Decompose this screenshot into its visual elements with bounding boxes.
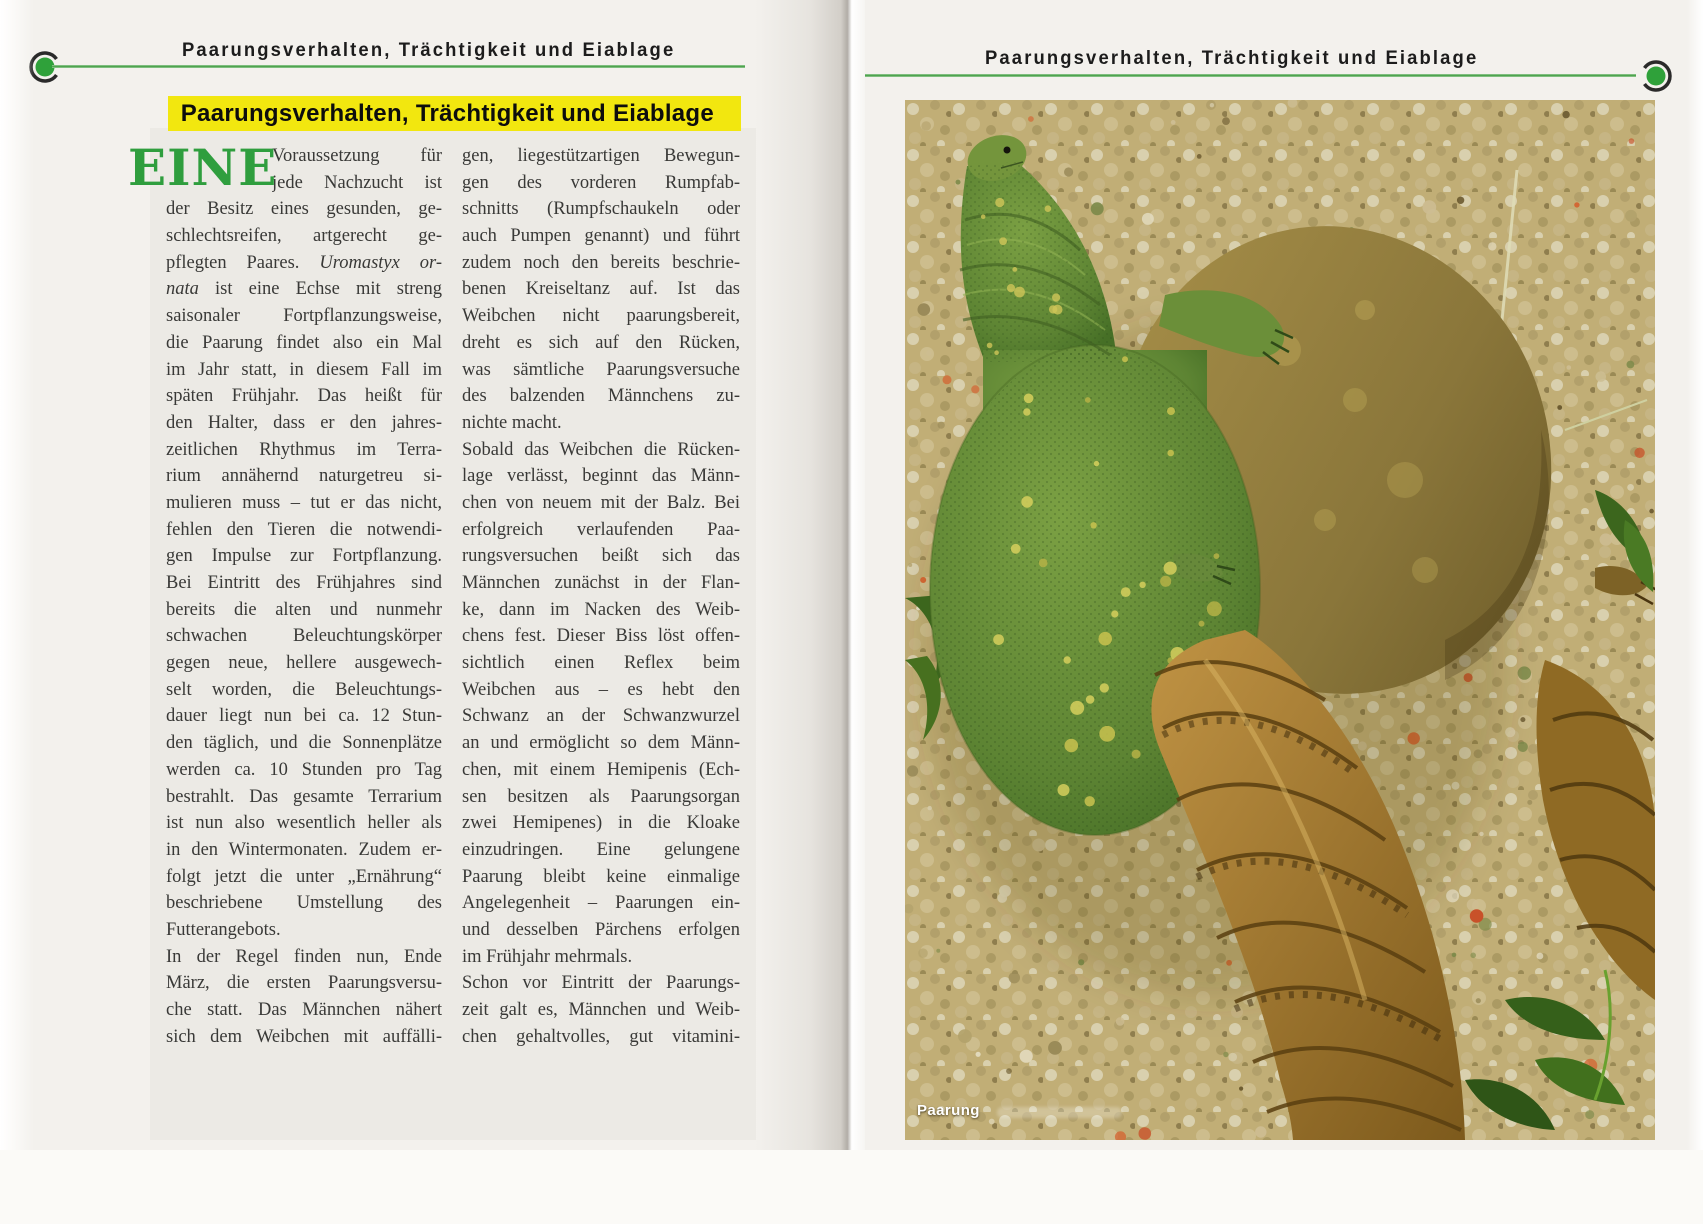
text-line: was sämtliche Paarungsversuche bbox=[462, 359, 740, 380]
photo-illustration bbox=[905, 100, 1655, 1140]
paper-margin-bottom bbox=[0, 1150, 1703, 1224]
text-line: ist nun also wesentlich heller als bbox=[166, 813, 442, 834]
text-line: pflegten Paares. Uromastyx or- bbox=[166, 252, 442, 273]
paper-edge-left bbox=[0, 0, 34, 1224]
text-line: chens fest. Dieser Biss löst offen- bbox=[462, 626, 740, 647]
text-line: schlechtsreifen, artgerecht ge- bbox=[166, 226, 442, 247]
text-line: der Besitz eines gesunden, ge- bbox=[166, 199, 442, 220]
text-line: Sobald das Weibchen die Rücken- bbox=[462, 439, 740, 460]
text-line: rium annähernd naturgetreu si- bbox=[166, 466, 442, 487]
text-line: Angelegenheit – Paarungen ein- bbox=[462, 893, 740, 914]
text-line: zudem noch den bereits beschrie- bbox=[462, 252, 740, 273]
text-line: chen gehaltvolles, gut vitamini- bbox=[462, 1026, 740, 1047]
text-line: mulieren muss – tut er das nicht, bbox=[166, 492, 442, 513]
text-line: Weibchen aus – es hebt den bbox=[462, 679, 740, 700]
text-line: Futterangebots. bbox=[166, 919, 281, 940]
text-line: dreht es sich auf den Rücken, bbox=[462, 332, 740, 353]
paper-edge-right bbox=[1687, 0, 1703, 1224]
text-line: beschriebene Umstellung des bbox=[166, 893, 442, 914]
text-line: chen, mit einem Hemipenis (Ech- bbox=[462, 759, 740, 780]
text-line: zeit galt es, Männchen und Weib- bbox=[462, 1000, 740, 1020]
text-line: folgt jetzt die unter „Ernährung“ bbox=[166, 866, 442, 887]
text-line: schnitts (Rumpfschaukeln oder bbox=[462, 199, 740, 220]
text-line: sich dem Weibchen mit auffälli- bbox=[166, 1026, 442, 1047]
text-line: schwachen Beleuchtungskörper bbox=[166, 626, 442, 647]
text-line: im Frühjahr mehrmals. bbox=[462, 946, 633, 967]
photo-credit bbox=[997, 1107, 1122, 1118]
text-column-right bbox=[462, 143, 740, 1050]
text-line: ke, dann im Nacken des Weib- bbox=[462, 599, 740, 620]
text-line: zeitlichen Rhythmus im Terra- bbox=[166, 439, 442, 460]
text-line: lage verlässt, beginnt das Männ- bbox=[462, 466, 740, 487]
text-line: die Paarung findet also ein Mal bbox=[166, 332, 442, 353]
text-line: März, die ersten Paarungsversu- bbox=[166, 973, 442, 994]
text-line: und desselben Pärchens erfolgen bbox=[462, 919, 740, 940]
text-line: den täglich, und die Sonnenplätze bbox=[166, 733, 442, 754]
text-line: nata ist eine Echse mit streng bbox=[166, 279, 442, 300]
text-line: Schwanz an der Schwanzwurzel bbox=[462, 706, 740, 727]
text-line: benen Kreiseltanz auf. Ist das bbox=[462, 279, 740, 300]
text-line: Weibchen nicht paarungsbereit, bbox=[462, 306, 740, 327]
running-header-left: Paarungsverhalten, Trächtigkeit und Eiablage bbox=[182, 40, 676, 61]
text-line: in den Wintermonaten. Zudem er- bbox=[166, 839, 442, 860]
text-line: Schon vor Eintritt der Paarungs- bbox=[462, 973, 740, 994]
text-line: gen, liegestützartigen Bewegun- bbox=[462, 146, 740, 166]
text-line: dauer liegt nun bei ca. 12 Stun- bbox=[166, 706, 442, 727]
running-header-right: Paarungsverhalten, Trächtigkeit und Eiablage bbox=[985, 48, 1479, 69]
text-line: an und ermöglicht so dem Männ- bbox=[462, 733, 740, 754]
dropword: EINE bbox=[128, 138, 278, 197]
text-line: gen des vorderen Rumpfab- bbox=[462, 172, 740, 193]
text-line: fehlen den Tieren die notwendi- bbox=[166, 519, 442, 540]
header-rule bbox=[52, 65, 745, 68]
text-line: Männchen zunächst in der Flan- bbox=[462, 573, 740, 593]
text-line: nichte macht. bbox=[462, 412, 562, 433]
text-line: zwei Hemipenes) in die Kloake bbox=[462, 813, 740, 834]
text-line: werden ca. 10 Stunden pro Tag bbox=[166, 759, 442, 780]
chapter-title: Paarungsverhalten, Trächtigkeit und Eiablage bbox=[180, 100, 715, 127]
text-line: Bei Eintritt des Frühjahres sind bbox=[166, 573, 442, 593]
text-line: sen besitzen als Paarungsorgan bbox=[462, 786, 740, 807]
text-line: späten Frühjahr. Das heißt für bbox=[166, 386, 442, 407]
text-line: den Halter, dass er den jahres- bbox=[166, 412, 442, 433]
text-line: saisonaler Fortpflanzungsweise, bbox=[166, 306, 442, 327]
corner-ornament-icon bbox=[1632, 57, 1674, 95]
text-line: Paarung bleibt keine einmalige bbox=[462, 866, 740, 887]
photo-mating-lizards bbox=[905, 100, 1655, 1140]
text-line: selt worden, die Beleuchtungs- bbox=[166, 679, 442, 700]
text-line: Voraussetzung für bbox=[272, 146, 442, 166]
photo-caption: Paarung bbox=[917, 1102, 980, 1119]
text-line: gegen neue, hellere ausgewech- bbox=[166, 653, 442, 674]
chapter-title-bar bbox=[168, 96, 741, 131]
text-line: im Jahr statt, in diesem Fall im bbox=[166, 359, 442, 380]
text-column-left bbox=[128, 138, 442, 1050]
page-gutter bbox=[755, 0, 865, 1224]
text-line: bestrahlt. Das gesamte Terrarium bbox=[166, 786, 442, 807]
text-line: gen Impulse zur Fortpflanzung. bbox=[166, 546, 442, 567]
header-rule-right bbox=[855, 74, 1636, 77]
text-line: auch Pumpen genannt) und führt bbox=[462, 226, 740, 247]
text-line: In der Regel finden nun, Ende bbox=[166, 946, 442, 967]
text-line: jede Nachzucht ist bbox=[272, 172, 442, 193]
text-line: erfolgreich verlaufenden Paa- bbox=[462, 519, 740, 540]
text-line: chen von neuem mit der Balz. Bei bbox=[462, 492, 740, 513]
text-line: sichtlich einen Reflex beim bbox=[462, 653, 740, 674]
text-line: rungsversuchen beißt sich das bbox=[462, 546, 740, 567]
text-line: einzudringen. Eine gelungene bbox=[462, 839, 740, 860]
text-line: bereits die alten und nunmehr bbox=[166, 599, 442, 620]
text-line: des balzenden Männchens zu- bbox=[462, 386, 740, 407]
text-line: che statt. Das Männchen nähert bbox=[166, 1000, 442, 1020]
